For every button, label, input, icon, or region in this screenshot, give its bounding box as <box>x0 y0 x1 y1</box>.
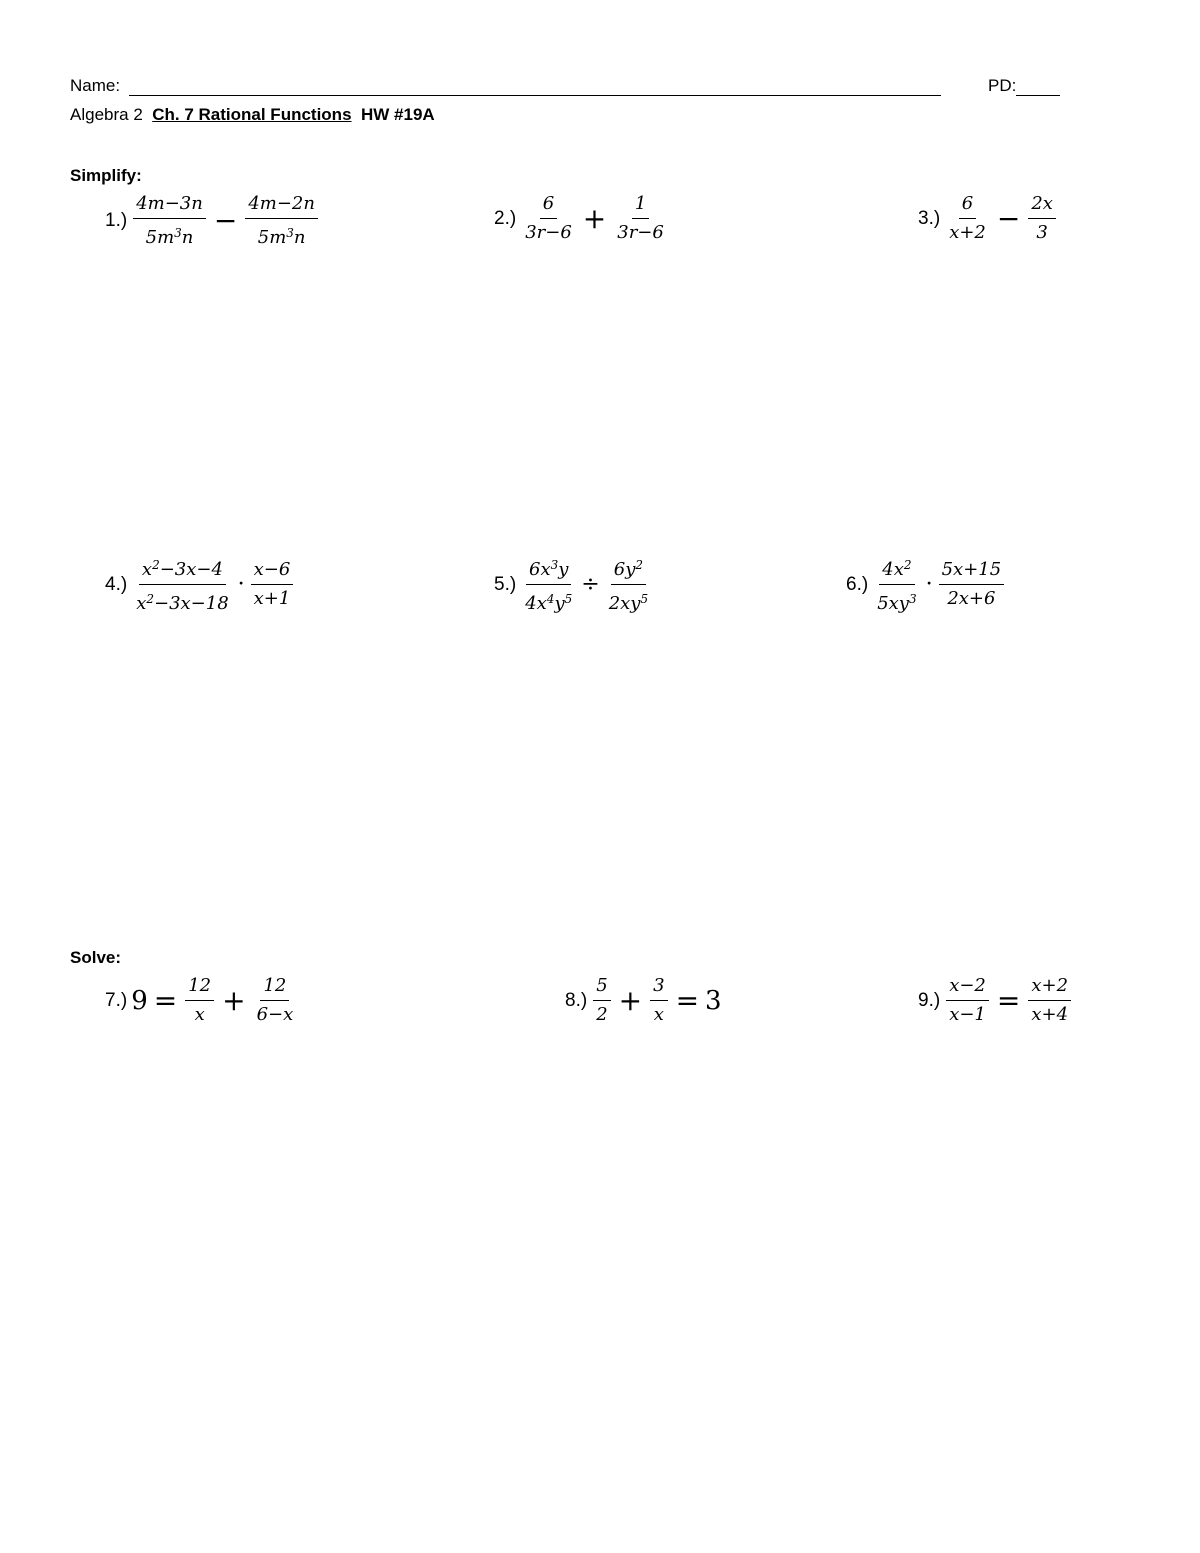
numerator: x−6 <box>251 559 294 585</box>
numerator: 4m−2n <box>245 193 318 219</box>
fraction <box>133 193 206 249</box>
problem-number: 1.) <box>105 210 128 231</box>
plus-operator: + <box>582 201 607 235</box>
pd-field[interactable] <box>1016 81 1060 96</box>
equals-operator: = <box>153 983 178 1017</box>
problem-number: 6.) <box>846 573 869 595</box>
equals-operator: = <box>996 983 1021 1017</box>
fraction <box>133 554 231 615</box>
fraction <box>650 975 667 1026</box>
denominator: x <box>653 1004 664 1025</box>
fraction <box>185 975 214 1026</box>
denominator: x+4 <box>1031 1004 1069 1025</box>
numerator: 1 <box>632 193 649 219</box>
denominator: 2x+6 <box>947 588 996 609</box>
course-name: Algebra 2 <box>70 105 143 124</box>
problem-number: 3.) <box>918 207 941 229</box>
problem-number: 8.) <box>565 989 588 1011</box>
denominator: $x^2-3x-18$ <box>136 592 229 614</box>
denominator: x <box>194 1004 205 1025</box>
denominator: $5m^3n$ <box>257 226 306 248</box>
problem-3 <box>918 193 1058 244</box>
fraction <box>245 193 318 249</box>
name-row <box>70 76 941 96</box>
problem-6 <box>846 554 1006 615</box>
numerator: 12 <box>185 975 214 1001</box>
numerator: 5x+15 <box>939 559 1005 585</box>
chapter-title: Ch. 7 Rational Functions <box>152 105 352 124</box>
numerator: 2x <box>1028 193 1056 219</box>
plus-operator: + <box>618 983 643 1017</box>
numerator: 5 <box>593 975 610 1001</box>
assignment-title <box>70 105 435 125</box>
divide-operator: ÷ <box>581 571 600 597</box>
numerator: 3 <box>650 975 667 1001</box>
numerator: 12 <box>260 975 289 1001</box>
fraction <box>593 975 610 1026</box>
denominator: x−1 <box>949 1004 986 1025</box>
denominator: 2 <box>596 1004 608 1025</box>
fraction <box>522 554 575 615</box>
numerator: 6 <box>540 193 557 219</box>
fraction <box>614 193 667 244</box>
denominator: $2xy^5$ <box>608 592 649 614</box>
dot-operator: · <box>925 571 933 597</box>
minus-operator: − <box>996 201 1021 235</box>
fraction <box>522 193 575 244</box>
fraction <box>874 554 919 615</box>
denominator: x+2 <box>949 222 986 243</box>
problem-7 <box>105 975 298 1026</box>
problem-2 <box>494 193 669 244</box>
dot-operator: · <box>237 571 245 597</box>
minus-operator: − <box>213 204 238 237</box>
name-label: Name: <box>70 76 121 95</box>
problem-1 <box>105 193 320 249</box>
equals-operator: = <box>675 983 700 1017</box>
denominator: $5xy^3$ <box>877 592 917 614</box>
fraction <box>1028 193 1056 244</box>
denominator: $4x^4y^5$ <box>525 592 573 614</box>
fraction <box>946 975 989 1026</box>
numerator: 6 <box>959 193 976 219</box>
denominator: 6−x <box>256 1004 294 1025</box>
problem-9 <box>918 975 1073 1026</box>
numerator: $6y^2$ <box>611 554 646 585</box>
numerator: x+2 <box>1028 975 1071 1001</box>
plus-operator: + <box>222 983 246 1017</box>
problem-number: 2.) <box>494 207 517 229</box>
problem-8 <box>565 975 722 1026</box>
pd-row <box>988 76 1060 96</box>
denominator: $5m^3n$ <box>145 226 194 248</box>
hw-number: HW #19A <box>360 105 435 124</box>
numerator: $6x^3y$ <box>526 554 571 585</box>
solve-heading: Solve: <box>70 948 122 967</box>
simplify-heading: Simplify: <box>70 166 142 185</box>
denominator: 3r−6 <box>617 222 664 243</box>
fraction <box>1028 975 1071 1026</box>
fraction <box>254 975 297 1026</box>
fraction <box>946 193 989 244</box>
pd-label: PD: <box>988 76 1017 95</box>
problem-number: 5.) <box>494 573 517 595</box>
numerator: $4x^2$ <box>879 554 914 585</box>
fraction <box>939 559 1005 610</box>
name-field[interactable] <box>129 81 941 96</box>
problem-4 <box>105 554 295 615</box>
problem-number: 4.) <box>105 573 128 595</box>
equation-lhs: 9 <box>131 985 148 1016</box>
denominator: x+1 <box>253 588 291 609</box>
numerator: 4m−3n <box>133 193 206 219</box>
denominator: 3r−6 <box>525 222 572 243</box>
equation-rhs: 3 <box>705 985 722 1016</box>
problem-number: 7.) <box>105 989 128 1011</box>
numerator: x−2 <box>946 975 989 1001</box>
problem-number: 9.) <box>918 989 941 1011</box>
fraction <box>251 559 294 610</box>
problem-5 <box>494 554 653 615</box>
numerator: $x^2-3x-4$ <box>139 554 226 585</box>
fraction <box>606 554 651 615</box>
denominator: 3 <box>1036 222 1048 243</box>
